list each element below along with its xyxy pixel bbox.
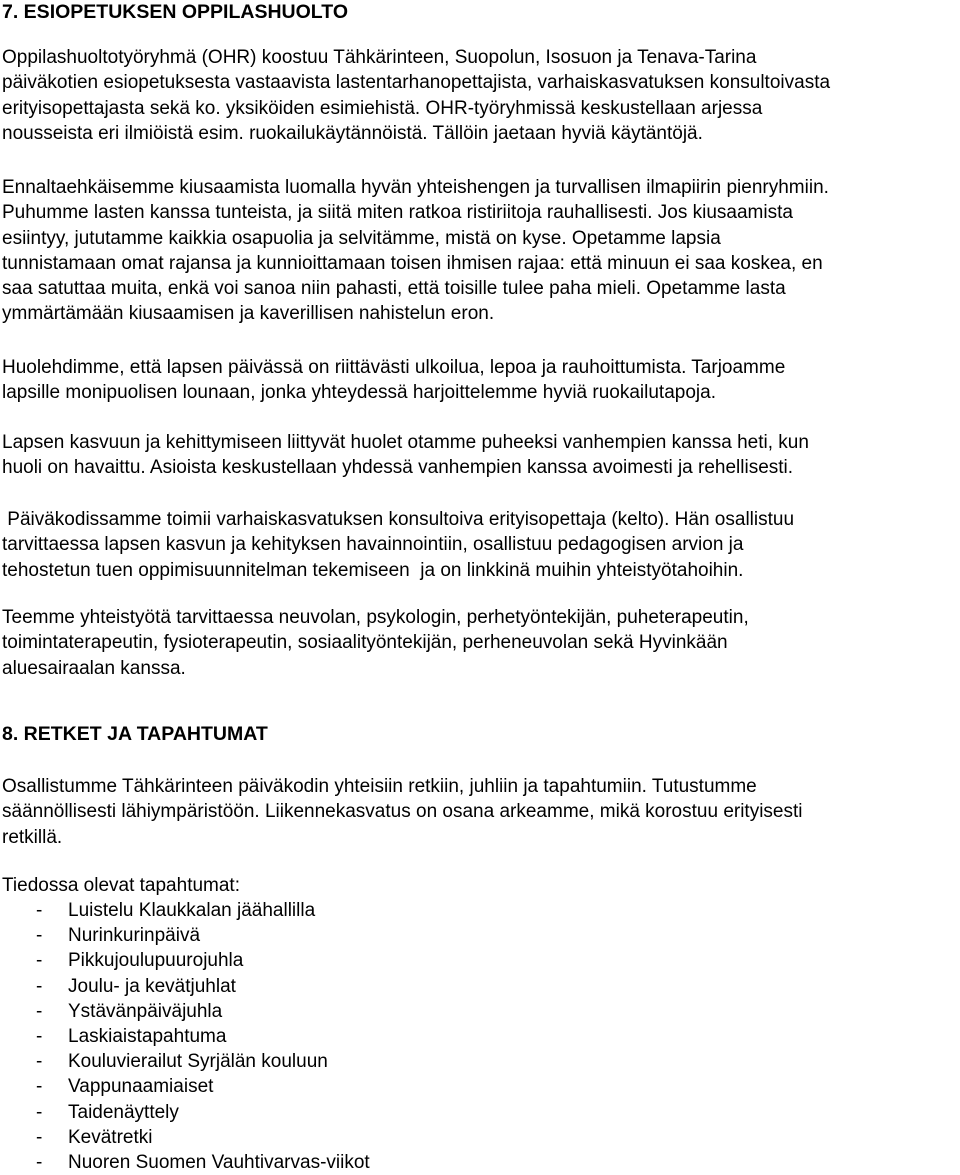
list-dash: - [36, 1076, 43, 1098]
text-line: Teemme yhteistyötä tarvittaessa neuvolan, psykologin, perhetyöntekijän, puheterapeutin, [2, 607, 749, 628]
list-item-text: Kouluvierailut Syrjälän kouluun [68, 1051, 328, 1073]
text-line: ymmärtämään kiusaamisen ja kaverillisen nahistelun eron. [2, 303, 495, 325]
text-line: lapsille monipuolisen lounaan, jonka yhteydessä harjoittelemme hyviä ruokailutapoja. [2, 382, 716, 404]
list-item-text: Joulu- ja kevätjuhlat [68, 975, 236, 997]
text-line: tehostetun tuen oppimisuunnitelman tekemiseen ja on linkkinä muihin yhteistyötahoihin. [2, 559, 744, 581]
list-item-text: Taidenäyttely [68, 1101, 179, 1123]
text-line: erityisopettajasta sekä ko. yksiköiden esimiehistä. OHR-työryhmissä keskustellaan arjessa [2, 97, 763, 119]
text-line: tunnistamaan omat rajansa ja kunnioittamaan toisen ihmisen rajaa: että minuun ei saa koskea, en [2, 252, 823, 274]
list-item-text: Nurinkurinpäivä [68, 925, 201, 947]
text-line: Osallistumme Tähkärinteen päiväkodin yhteisiin retkiin, juhliin ja tapahtumiin. Tutustumme [2, 776, 757, 797]
text-line: päiväkotien esiopetuksesta vastaavista lastentarhanopettajista, varhaiskasvatuksen konsultoivasta [2, 72, 831, 94]
list-item-text: Nuoren Suomen Vauhtivarvas-viikot [68, 1151, 370, 1173]
section-7-paragraph-wellbeing [2, 355, 958, 406]
text-line: Päiväkodissamme toimii varhaiskasvatuksen konsultoiva erityisopettaja (kelto). Hän osallistuu [2, 509, 795, 530]
list-dash: - [36, 1051, 43, 1073]
text-line: Ennaltaehkäisemme kiusaamista luomalla hyvän yhteishengen ja turvallisen ilmapiirin pienryhmiin. [2, 177, 829, 198]
text-line: toimintaterapeutin, fysioterapeutin, sosiaalityöntekijän, perheneuvolan sekä Hyvinkään [2, 632, 728, 654]
section-8-heading: 8. RETKET JA TAPAHTUMAT [2, 723, 268, 745]
section-7-paragraph-bullying [2, 175, 958, 327]
text-line: saa satuttaa muita, enkä voi sanoa niin pahasti, että toisille tulee paha mieli. Opetamme lasta [2, 278, 786, 300]
text-line: retkillä. [2, 826, 63, 848]
text-line: aluesairaalan kanssa. [2, 657, 186, 679]
text-line: esiintyy, jututamme kaikkia osapuolia ja selvitämme, mistä on kyse. Opetamme lapsia [2, 227, 721, 249]
text-line: säännöllisesti lähiympäristöön. Liikennekasvatus on osana arkeamme, mikä korostuu erityisesti [2, 801, 803, 823]
text-line: Tiedossa olevat tapahtumat: [2, 875, 240, 896]
list-dash: - [36, 1000, 43, 1022]
text-line: tarvittaessa lapsen kasvun ja kehityksen havainnointiin, osallistuu pedagogisen arvion ja [2, 534, 744, 556]
list-item-text: Pikkujoulupuurojuhla [68, 950, 244, 972]
list-item-text: Luistelu Klaukkalan jäähallilla [68, 900, 316, 921]
text-line: nousseista eri ilmiöistä esim. ruokailukäytännöistä. Tällöin jaetaan hyviä käytäntöjä. [2, 122, 703, 144]
list-dash: - [36, 1126, 43, 1148]
list-dash: - [36, 1101, 43, 1123]
section-7-paragraph-kelto [2, 507, 958, 583]
events-label [2, 873, 958, 898]
section-8-paragraph-trips [2, 774, 958, 850]
text-line: Oppilashuoltotyöryhmä (OHR) koostuu Tähkärinteen, Suopolun, Isosuon ja Tenava-Tarina [2, 47, 757, 68]
list-dash: - [36, 925, 43, 947]
list-item-text: Ystävänpäiväjuhla [68, 1000, 223, 1022]
text-line: Puhumme lasten kanssa tunteista, ja siitä miten ratkoa ristiriitoja rauhallisesti. Jos kiusaamista [2, 202, 793, 224]
section-7-heading: 7. ESIOPETUKSEN OPPILASHUOLTO [2, 1, 349, 23]
list-item-text: Vappunaamiaiset [68, 1076, 214, 1098]
list-item-text: Laskiaistapahtuma [68, 1025, 227, 1047]
section-7-paragraph-ohr [2, 45, 958, 146]
section-7-paragraph-cooperation [2, 605, 958, 681]
list-dash: - [36, 950, 43, 972]
text-line: Huolehdimme, että lapsen päivässä on riittävästi ulkoilua, lepoa ja rauhoittumista. Tarjoamme [2, 357, 786, 378]
text-line: Lapsen kasvuun ja kehittymiseen liittyvät huolet otamme puheeksi vanhempien kanssa heti, kun [2, 432, 809, 453]
list-dash: - [36, 900, 43, 921]
list-dash: - [36, 1151, 43, 1173]
list-dash: - [36, 1025, 43, 1047]
section-7-paragraph-parents [2, 430, 958, 481]
text-line: huoli on havaittu. Asioista keskustellaan yhdessä vanhempien kanssa avoimesti ja rehellisesti. [2, 457, 794, 479]
list-dash: - [36, 975, 43, 997]
list-item-text: Kevätretki [68, 1126, 153, 1148]
